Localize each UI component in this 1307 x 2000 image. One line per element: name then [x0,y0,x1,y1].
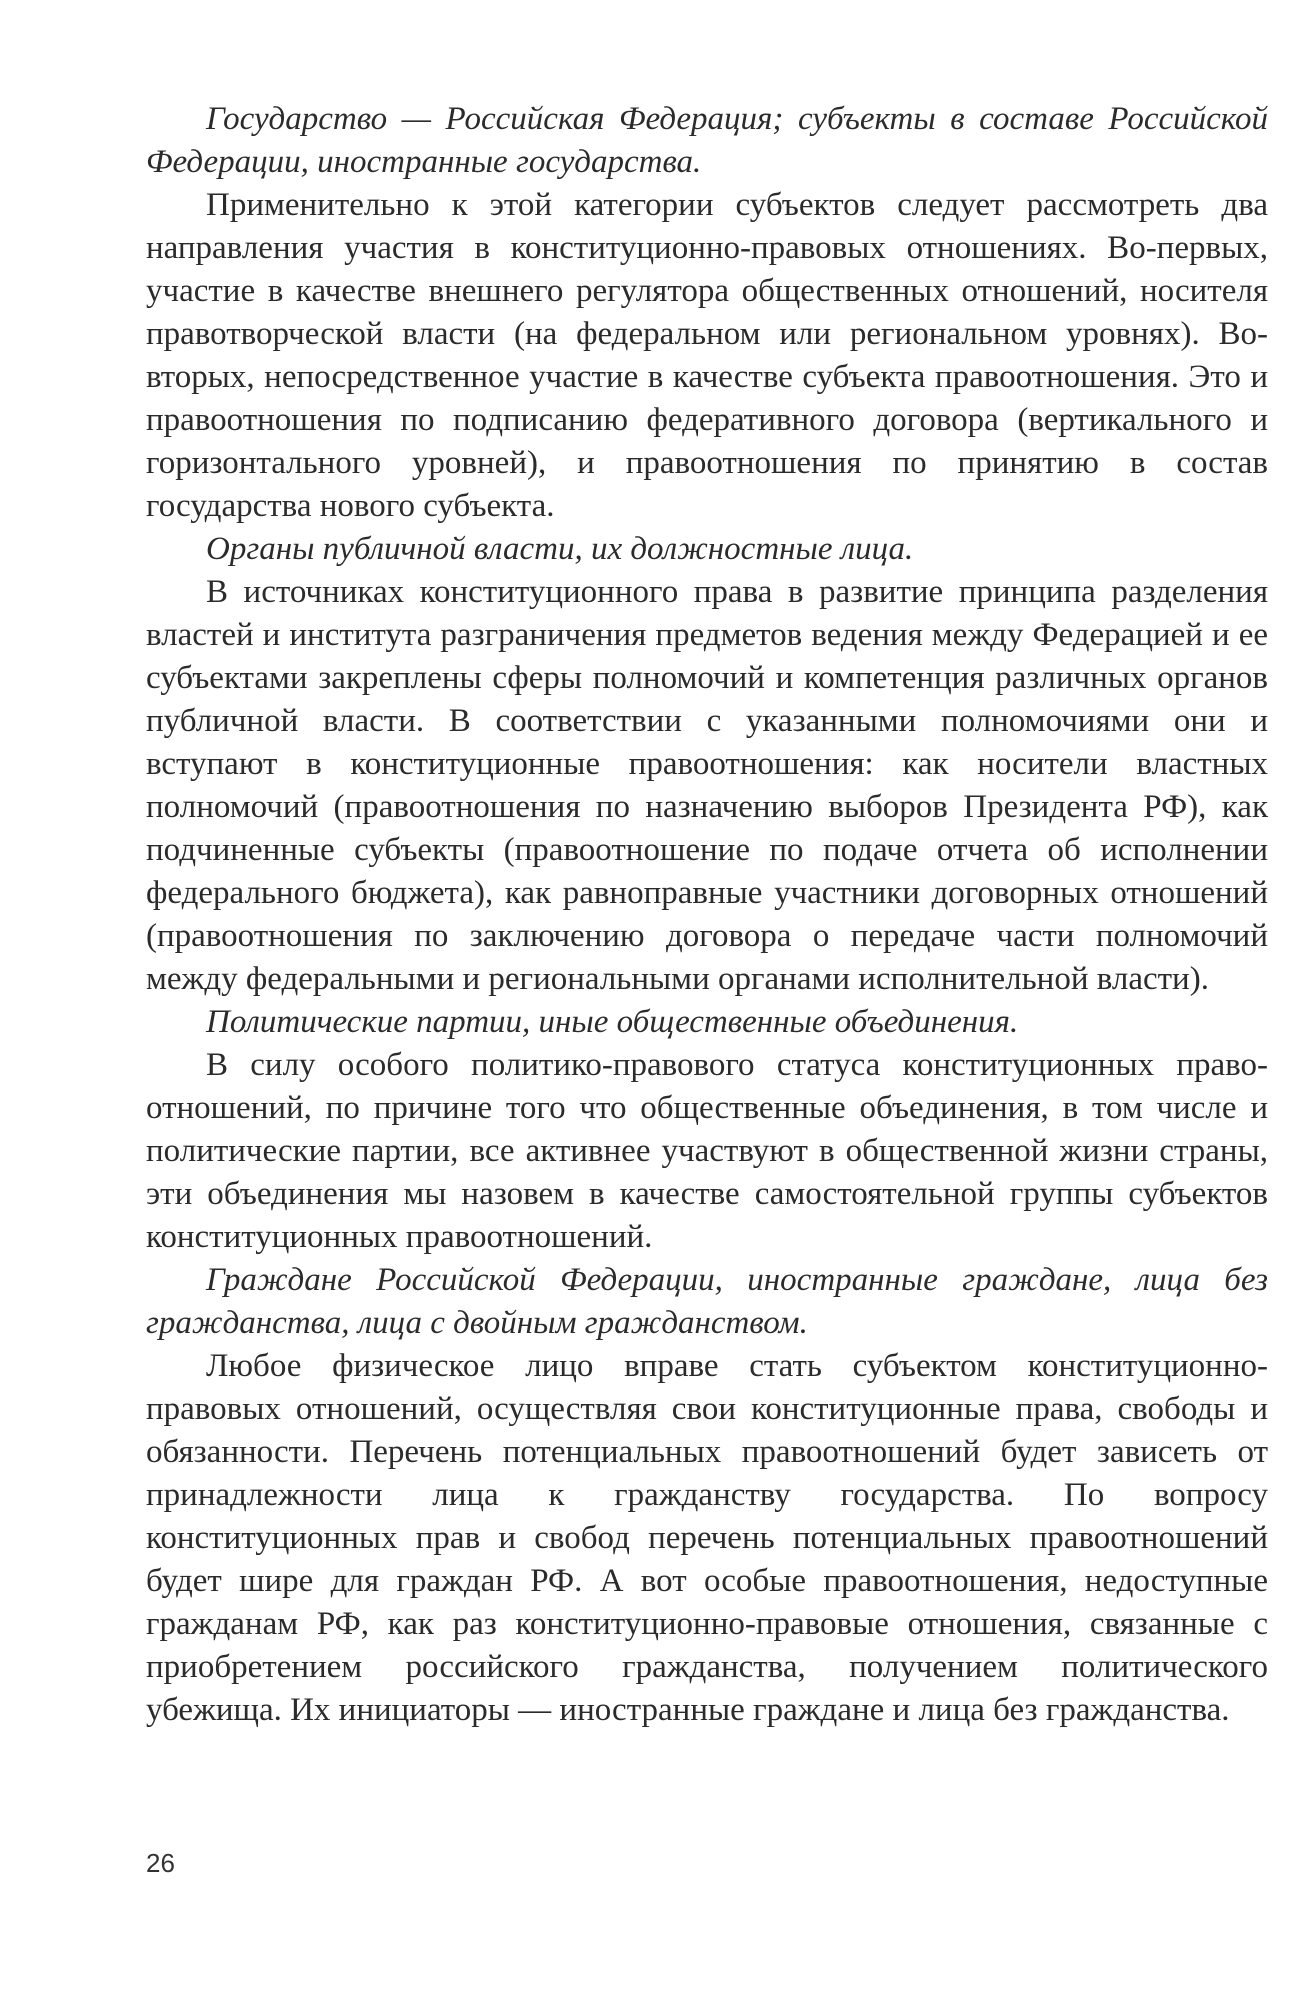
paragraph-heading-state: Государство — Российская Федерация; субъекты в составе Российской Федерации, иностранные государства. [146,101,1268,180]
page-body [146,98,1268,1732]
paragraph-political-parties-description: В силу особого политико-правового статуса конституционных правоотношений, по причине того что общественные объединения, в том числе и политические партии, все активнее участвуют в общественной жизни страны, эти объединения мы назовем в качестве самостоятельной группы субъектов конституционных правоотношений. [146,1047,1268,1255]
paragraph-public-authorities-description: В источниках конституционного права в развитие принципа разделения властей и института разграничения предметов ведения между Федерацией и ее субъектами закреплены сферы полномочий и компетенция различных органов публичной власти. В соответствии с указанными полномочиями они и вступают в конституционные правоотношения: как носители властных полномочий (правоотношения по назначению выборов Президента РФ), как подчиненные субъекты (правоотношение по подаче отчета об исполнении федерального бюджета), как равноправные участники договорных отношений (правоотношения по заключению договора о передаче части полномочий между федеральными и региональными органами исполнительной власти). [146,574,1268,997]
paragraph-heading-political-parties: Политические партии, иные общественные объединения. [206,1004,1019,1040]
page-number: 26 [146,1848,175,1878]
paragraph-heading-citizens: Граждане Российской Федерации, иностранные граждане, лица без гражданства, лица с двойным гражданством. [146,1262,1268,1341]
paragraph-citizens-description: Любое физическое лицо вправе стать субъектом конституционно-правовых отношений, осуществляя свои конституционные права, свободы и обязанности. Перечень потенциальных правоотношений будет зависеть от принадлежности лица к гражданству государства. По вопросу конституционных прав и свобод перечень потенциальных правоотношений будет шире для граждан РФ. А вот особые правоотношения, недоступные гражданам РФ, как раз конституционно-правовые отношения, связанные с приобретением российского гражданства, получением политического убежища. Их инициаторы — иностранные граждане и лица без гражданства. [146,1348,1268,1728]
paragraph-heading-public-authorities: Органы публичной власти, их должностные лица. [206,531,914,567]
paragraph-state-description: Применительно к этой категории субъектов следует рассмотреть два направления участия в конституционно-правовых отношениях. Во-первых, участие в качестве внешнего регулятора общественных отношений, носителя правотворческой власти (на федеральном или региональном уровнях). Во-вторых, непосредственное участие в качестве субъекта правоотношения. Это и правоотношения по подписанию федеративного договора (вертикального и горизонтального уровней), и правоотношения по принятию в состав государства нового субъекта. [146,187,1268,524]
